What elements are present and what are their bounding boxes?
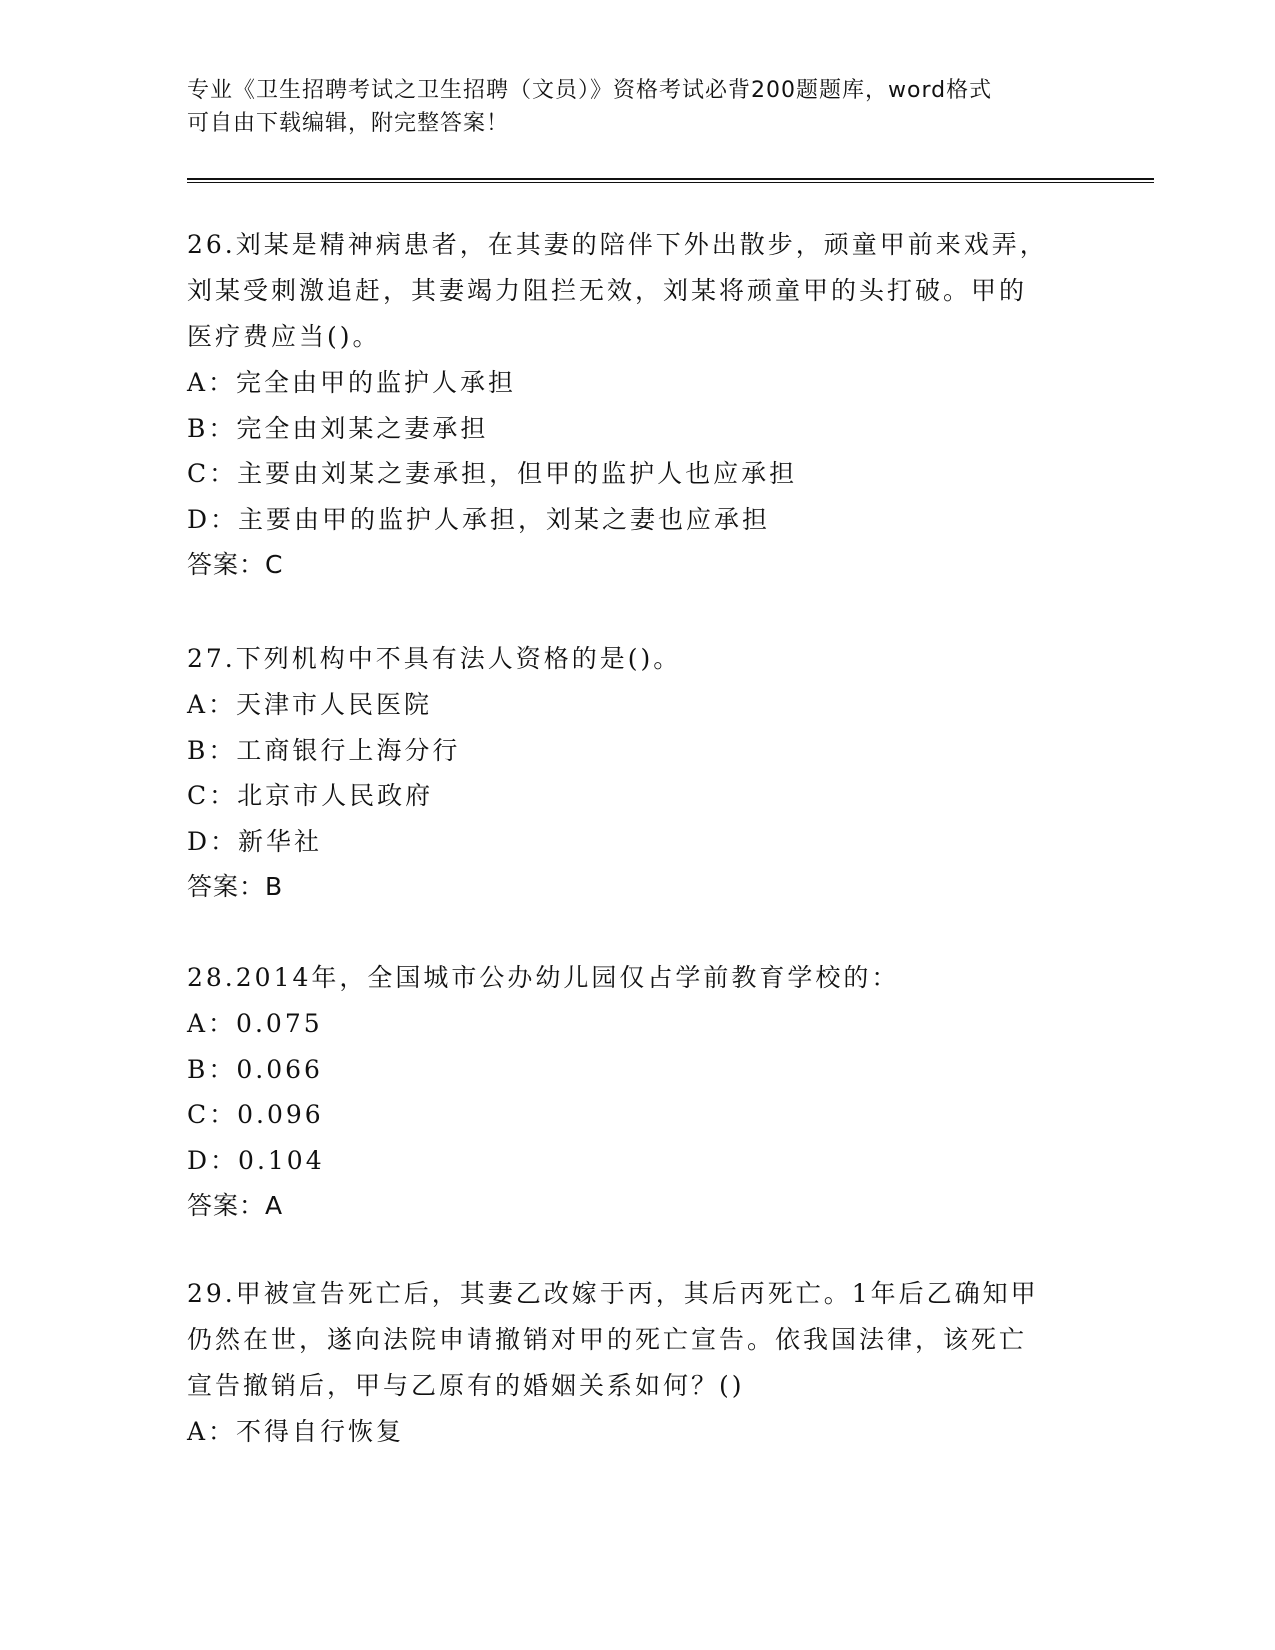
- option-a: A：0.075: [187, 1009, 323, 1038]
- option-d: D：新华社: [187, 826, 323, 856]
- answer-line: 答案：A: [187, 1191, 284, 1220]
- option-d: D：0.104: [187, 1145, 325, 1175]
- option-b: B：0.066: [187, 1054, 323, 1084]
- option-c: C：0.096: [187, 1100, 324, 1129]
- question-stem-line: 刘某受刺激追赶，其妻竭力阻拦无效，刘某将顽童甲的头打破。甲的: [187, 276, 1028, 305]
- option-b: B：工商银行上海分行: [187, 735, 461, 765]
- header-line-2: 可自由下载编辑，附完整答案！: [187, 111, 510, 136]
- question-stem-line: 医疗费应当()。: [187, 322, 381, 351]
- option-d: D：主要由甲的监护人承担，刘某之妻也应承担: [187, 504, 771, 534]
- header-divider: [187, 178, 1154, 183]
- option-a: A：天津市人民医院: [187, 690, 433, 719]
- answer-line: 答案：B: [187, 872, 284, 901]
- option-a: A：不得自行恢复: [187, 1417, 405, 1446]
- answer-line: 答案：C: [187, 550, 284, 579]
- document-header: [187, 74, 1067, 140]
- question-stem-line: 29.甲被宣告死亡后，其妻乙改嫁于丙，其后丙死亡。1年后乙确知甲: [187, 1279, 1039, 1308]
- question-28: [187, 955, 1087, 1229]
- header-line-1: 专业《卫生招聘考试之卫生招聘（文员）》资格考试必背200题题库，word格式: [187, 78, 993, 103]
- question-26: [187, 222, 1087, 588]
- option-c: C：北京市人民政府: [187, 781, 434, 810]
- option-a: A：完全由甲的监护人承担: [187, 368, 517, 397]
- option-b: B：完全由刘某之妻承担: [187, 413, 489, 443]
- question-stem-line: 宣告撤销后，甲与乙原有的婚姻关系如何？(): [187, 1371, 745, 1400]
- option-c: C：主要由刘某之妻承担，但甲的监护人也应承担: [187, 459, 798, 488]
- question-stem-line: 27.下列机构中不具有法人资格的是()。: [187, 644, 682, 673]
- question-27: [187, 636, 1087, 910]
- question-29: [187, 1271, 1087, 1455]
- question-stem-line: 28.2014年，全国城市公办幼儿园仅占学前教育学校的：: [187, 963, 900, 992]
- question-stem-line: 26.刘某是精神病患者，在其妻的陪伴下外出散步，顽童甲前来戏弄，: [187, 230, 1048, 259]
- question-stem-line: 仍然在世，遂向法院申请撤销对甲的死亡宣告。依我国法律，该死亡: [187, 1325, 1028, 1354]
